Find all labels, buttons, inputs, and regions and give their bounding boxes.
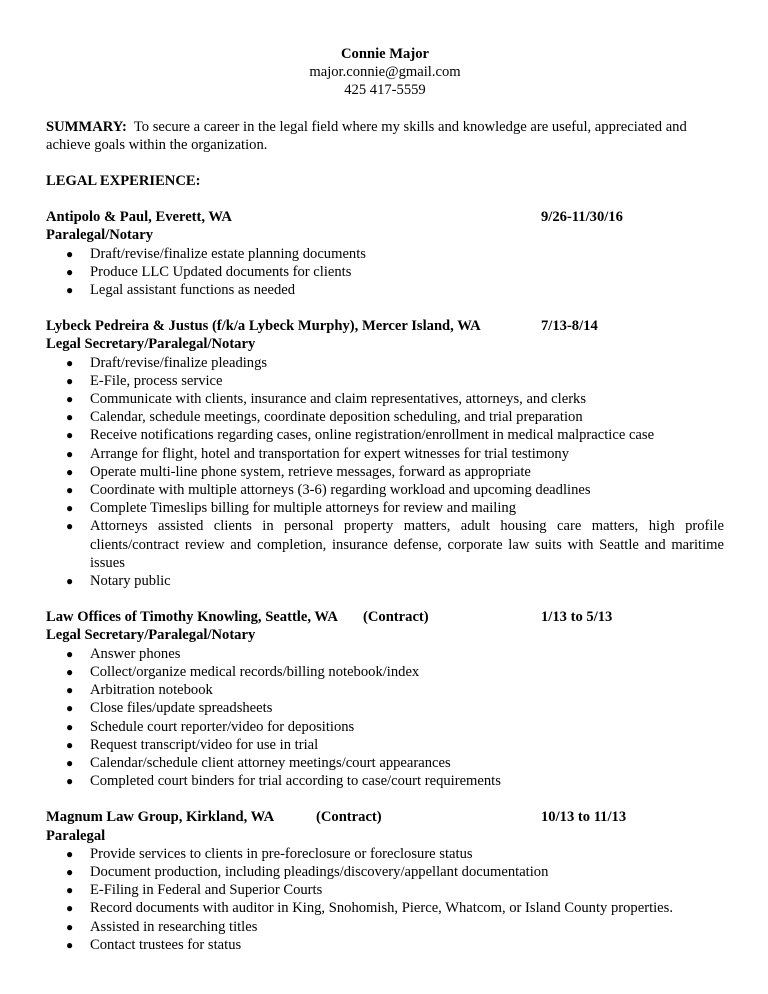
job-entry	[46, 317, 724, 590]
duty-text: Record documents with auditor in King, Snohomish, Pierce, Whatcom, or Island County properties.	[90, 900, 673, 917]
duty-item	[46, 936, 724, 954]
bullet-icon: ●	[66, 701, 74, 716]
job-contract-tag: (Contract)	[316, 809, 382, 826]
duty-text: Close files/update spreadsheets	[90, 700, 273, 717]
applicant-email: major.connie@gmail.com	[309, 64, 461, 81]
bullet-icon: ●	[66, 283, 74, 298]
bullet-icon: ●	[66, 937, 74, 952]
bullet-icon: ●	[66, 246, 74, 261]
bullet-icon: ●	[66, 864, 74, 879]
job-employer: Antipolo & Paul, Everett, WA	[46, 209, 232, 226]
job-employer: Law Offices of Timothy Knowling, Seattle, WA	[46, 609, 338, 626]
duty-text: Document production, including pleadings/discovery/appellant documentation	[90, 863, 549, 880]
duty-text: Collect/organize medical records/billing notebook/index	[90, 663, 420, 680]
job-header	[46, 608, 724, 626]
duty-text: Completed court binders for trial according to case/court requirements	[90, 773, 501, 790]
duty-text: Calendar, schedule meetings, coordinate deposition scheduling, and trial preparation	[90, 409, 583, 426]
duty-text: Arrange for flight, hotel and transportation for expert witnesses for trial testimony	[90, 445, 570, 462]
summary-text: To secure a career in the legal field where my skills and knowledge are useful, appreciated and achieve goals within the organization.	[46, 118, 687, 153]
duty-item	[46, 718, 724, 736]
duty-item	[46, 281, 724, 299]
bullet-icon: ●	[66, 774, 74, 789]
bullet-icon: ●	[66, 664, 74, 679]
duty-item	[46, 754, 724, 772]
legal-experience-heading: LEGAL EXPERIENCE:	[46, 173, 201, 190]
duty-text: Request transcript/video for use in trial	[90, 736, 319, 753]
duty-item	[46, 481, 724, 499]
bullet-icon: ●	[66, 428, 74, 443]
resume-page	[46, 45, 724, 954]
duty-text: Contact trustees for status	[90, 936, 242, 953]
job-employer: Lybeck Pedreira & Justus (f/k/a Lybeck Murphy), Mercer Island, WA	[46, 318, 481, 335]
job-header	[46, 808, 724, 826]
duty-item	[46, 845, 724, 863]
duty-text: Notary public	[90, 573, 171, 590]
duty-text: Draft/revise/finalize estate planning documents	[90, 245, 366, 262]
duty-text: Assisted in researching titles	[90, 918, 258, 935]
duty-item	[46, 517, 724, 572]
duty-text: Provide services to clients in pre-foreclosure or foreclosure status	[90, 845, 473, 862]
job-title: Legal Secretary/Paralegal/Notary	[46, 336, 256, 353]
duty-list	[46, 354, 724, 591]
duty-item	[46, 445, 724, 463]
job-title: Paralegal/Notary	[46, 227, 153, 244]
duty-item	[46, 354, 724, 372]
job-header	[46, 317, 724, 335]
duty-item	[46, 663, 724, 681]
duty-list	[46, 845, 724, 954]
duty-text: Draft/revise/finalize pleadings	[90, 354, 268, 371]
duty-item	[46, 390, 724, 408]
duty-item	[46, 372, 724, 390]
duty-item	[46, 681, 724, 699]
duty-item	[46, 408, 724, 426]
applicant-phone: 425 417-5559	[344, 82, 426, 99]
job-dates: 7/13-8/14	[541, 318, 598, 335]
job-entry	[46, 608, 724, 790]
duty-text: Receive notifications regarding cases, online registration/enrollment in medical malpractice case	[90, 427, 655, 444]
bullet-icon: ●	[66, 883, 74, 898]
job-list	[46, 208, 724, 954]
duty-text: Arbitration notebook	[90, 682, 213, 699]
duty-item	[46, 645, 724, 663]
bullet-icon: ●	[66, 846, 74, 861]
bullet-icon: ●	[66, 501, 74, 516]
duty-item	[46, 772, 724, 790]
job-employer: Magnum Law Group, Kirkland, WA	[46, 809, 275, 826]
bullet-icon: ●	[66, 483, 74, 498]
duty-item	[46, 918, 724, 936]
duty-text: E-File, process service	[90, 372, 223, 389]
duty-text: Communicate with clients, insurance and claim representatives, attorneys, and clerks	[90, 391, 587, 408]
job-entry	[46, 208, 724, 299]
duty-text: Produce LLC Updated documents for clients	[90, 263, 352, 280]
summary-section	[46, 118, 724, 154]
bullet-icon: ●	[66, 410, 74, 425]
job-entry	[46, 808, 724, 954]
duty-text: Attorneys assisted clients in personal property matters, adult housing care matters, high profile clients/contract review and completion, insurance defense, corporate law suits with Seattle and maritime issues	[90, 518, 724, 571]
bullet-icon: ●	[66, 519, 74, 534]
duty-text: Legal assistant functions as needed	[90, 282, 296, 299]
duty-list	[46, 645, 724, 791]
duty-text: Complete Timeslips billing for multiple attorneys for review and mailing	[90, 500, 517, 517]
duty-item	[46, 899, 724, 917]
duty-item	[46, 263, 724, 281]
duty-item	[46, 426, 724, 444]
duty-item	[46, 463, 724, 481]
duty-text: Schedule court reporter/video for depositions	[90, 718, 355, 735]
resume-header	[46, 45, 724, 100]
bullet-icon: ●	[66, 264, 74, 279]
bullet-icon: ●	[66, 755, 74, 770]
duty-item	[46, 881, 724, 899]
duty-item	[46, 245, 724, 263]
bullet-icon: ●	[66, 683, 74, 698]
duty-list	[46, 245, 724, 300]
summary-label: SUMMARY:	[46, 118, 127, 135]
duty-text: Coordinate with multiple attorneys (3-6) regarding workload and upcoming deadlines	[90, 482, 591, 499]
duty-item	[46, 736, 724, 754]
bullet-icon: ●	[66, 719, 74, 734]
duty-item	[46, 863, 724, 881]
job-dates: 1/13 to 5/13	[541, 609, 613, 626]
bullet-icon: ●	[66, 919, 74, 934]
job-contract-tag: (Contract)	[363, 609, 429, 626]
bullet-icon: ●	[66, 373, 74, 388]
duty-text: E-Filing in Federal and Superior Courts	[90, 882, 323, 899]
bullet-icon: ●	[66, 355, 74, 370]
duty-text: Calendar/schedule client attorney meetings/court appearances	[90, 754, 451, 771]
duty-item	[46, 699, 724, 717]
duty-item	[46, 572, 724, 590]
bullet-icon: ●	[66, 901, 74, 916]
bullet-icon: ●	[66, 464, 74, 479]
job-title: Legal Secretary/Paralegal/Notary	[46, 627, 256, 644]
job-title: Paralegal	[46, 827, 106, 844]
job-dates: 9/26-11/30/16	[541, 209, 623, 226]
duty-text: Operate multi-line phone system, retrieve messages, forward as appropriate	[90, 463, 531, 480]
bullet-icon: ●	[66, 646, 74, 661]
bullet-icon: ●	[66, 574, 74, 589]
bullet-icon: ●	[66, 446, 74, 461]
duty-text: Answer phones	[90, 645, 181, 662]
job-header	[46, 208, 724, 226]
bullet-icon: ●	[66, 737, 74, 752]
bullet-icon: ●	[66, 392, 74, 407]
applicant-name: Connie Major	[341, 46, 429, 62]
job-dates: 10/13 to 11/13	[541, 809, 627, 826]
duty-item	[46, 499, 724, 517]
